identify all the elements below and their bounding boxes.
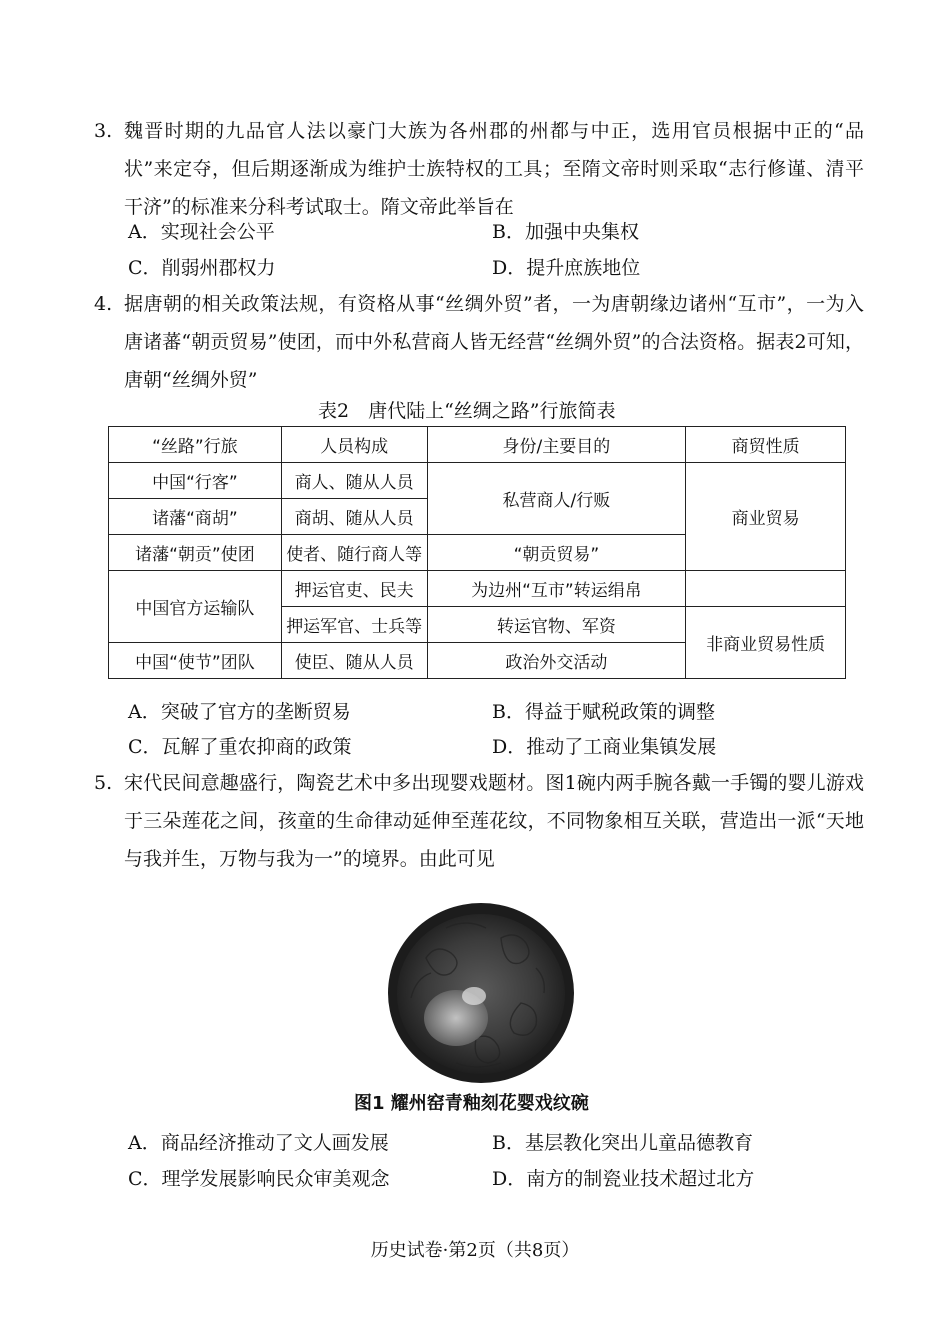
question-5 <box>94 764 864 878</box>
question-stem: 据唐朝的相关政策法规，有资格从事“丝绸外贸”者，一为唐朝缘边诸州“互市”，一为入唐诸蕃“朝贡贸易”使团，而中外私营商人皆无经营“丝绸外贸”的合法资格。据表2可知，唐朝“丝绸外贸” <box>124 293 864 391</box>
question-number: 4. <box>94 293 113 315</box>
table-cell: 转运官物、军资 <box>427 607 686 643</box>
question-3 <box>94 112 864 226</box>
table-cell: 诸藩“商胡” <box>109 499 282 535</box>
option-a: A．商品经济推动了文人画发展 <box>128 1132 389 1154</box>
table-row <box>109 571 846 607</box>
question-number: 3. <box>94 120 113 142</box>
table-header: 身份/主要目的 <box>427 427 686 463</box>
option-c: C．削弱州郡权力 <box>128 257 276 279</box>
option-d: D．南方的制瓷业技术超过北方 <box>492 1168 755 1190</box>
option-a: A．实现社会公平 <box>128 221 275 243</box>
table-cell: 中国官方运输队 <box>109 571 282 643</box>
table-cell: 商人、随从人员 <box>281 463 427 499</box>
table-cell: 中国“行客” <box>109 463 282 499</box>
question-4 <box>94 285 864 399</box>
table-header-row <box>109 427 846 463</box>
table-cell <box>686 571 846 607</box>
table-header: 商贸性质 <box>686 427 846 463</box>
table-caption: 表2 唐代陆上“丝绸之路”行旅简表 <box>318 400 616 422</box>
bowl-photo <box>386 898 576 1088</box>
table-cell: 为边州“互市”转运绢帛 <box>427 571 686 607</box>
table-cell: 押运军官、士兵等 <box>281 607 427 643</box>
table-cell: 使者、随行商人等 <box>281 535 427 571</box>
table-cell: “朝贡贸易” <box>427 535 686 571</box>
table-cell: 诸藩“朝贡”使团 <box>109 535 282 571</box>
option-c: C．瓦解了重农抑商的政策 <box>128 736 352 758</box>
page-footer: 历史试卷·第2页（共8页） <box>370 1240 580 1261</box>
option-d: D．推动了工商业集镇发展 <box>492 736 717 758</box>
table-cell: 中国“使节”团队 <box>109 643 282 679</box>
table-cell: 非商业贸易性质 <box>686 607 846 679</box>
silk-road-table <box>108 426 846 679</box>
figure-caption: 图1 耀州窑青釉刻花婴戏纹碗 <box>354 1093 589 1114</box>
table-cell: 使臣、随从人员 <box>281 643 427 679</box>
table-row <box>109 463 846 499</box>
option-a: A．突破了官方的垄断贸易 <box>128 701 351 723</box>
table-header: “丝路”行旅 <box>109 427 282 463</box>
option-b: B．基层教化突出儿童品德教育 <box>492 1132 753 1154</box>
option-b: B．得益于赋税政策的调整 <box>492 701 715 723</box>
table-header: 人员构成 <box>281 427 427 463</box>
table-cell: 政治外交活动 <box>427 643 686 679</box>
table-cell: 私营商人/行贩 <box>427 463 686 535</box>
question-number: 5. <box>94 772 113 794</box>
option-d: D．提升庶族地位 <box>492 257 641 279</box>
question-stem: 宋代民间意趣盛行，陶瓷艺术中多出现婴戏题材。图1碗内两手腕各戴一手镯的婴儿游戏于三朵莲花之间，孩童的生命律动延伸至莲花纹，不同物象相互关联，营造出一派“天地与我并生，万物与我为一”的境界。由此可见 <box>124 772 864 870</box>
table-cell: 商胡、随从人员 <box>281 499 427 535</box>
table-cell: 商业贸易 <box>686 463 846 571</box>
bowl-image <box>386 898 576 1088</box>
table-cell: 押运官吏、民夫 <box>281 571 427 607</box>
option-b: B．加强中央集权 <box>492 221 639 243</box>
option-c: C．理学发展影响民众审美观念 <box>128 1168 390 1190</box>
question-stem: 魏晋时期的九品官人法以豪门大族为各州郡的州都与中正，选用官员根据中正的“品状”来定夺，但后期逐渐成为维护士族特权的工具；至隋文帝时则采取“志行修谨、清平干济”的标准来分科考试取士。隋文帝此举旨在 <box>124 120 864 218</box>
